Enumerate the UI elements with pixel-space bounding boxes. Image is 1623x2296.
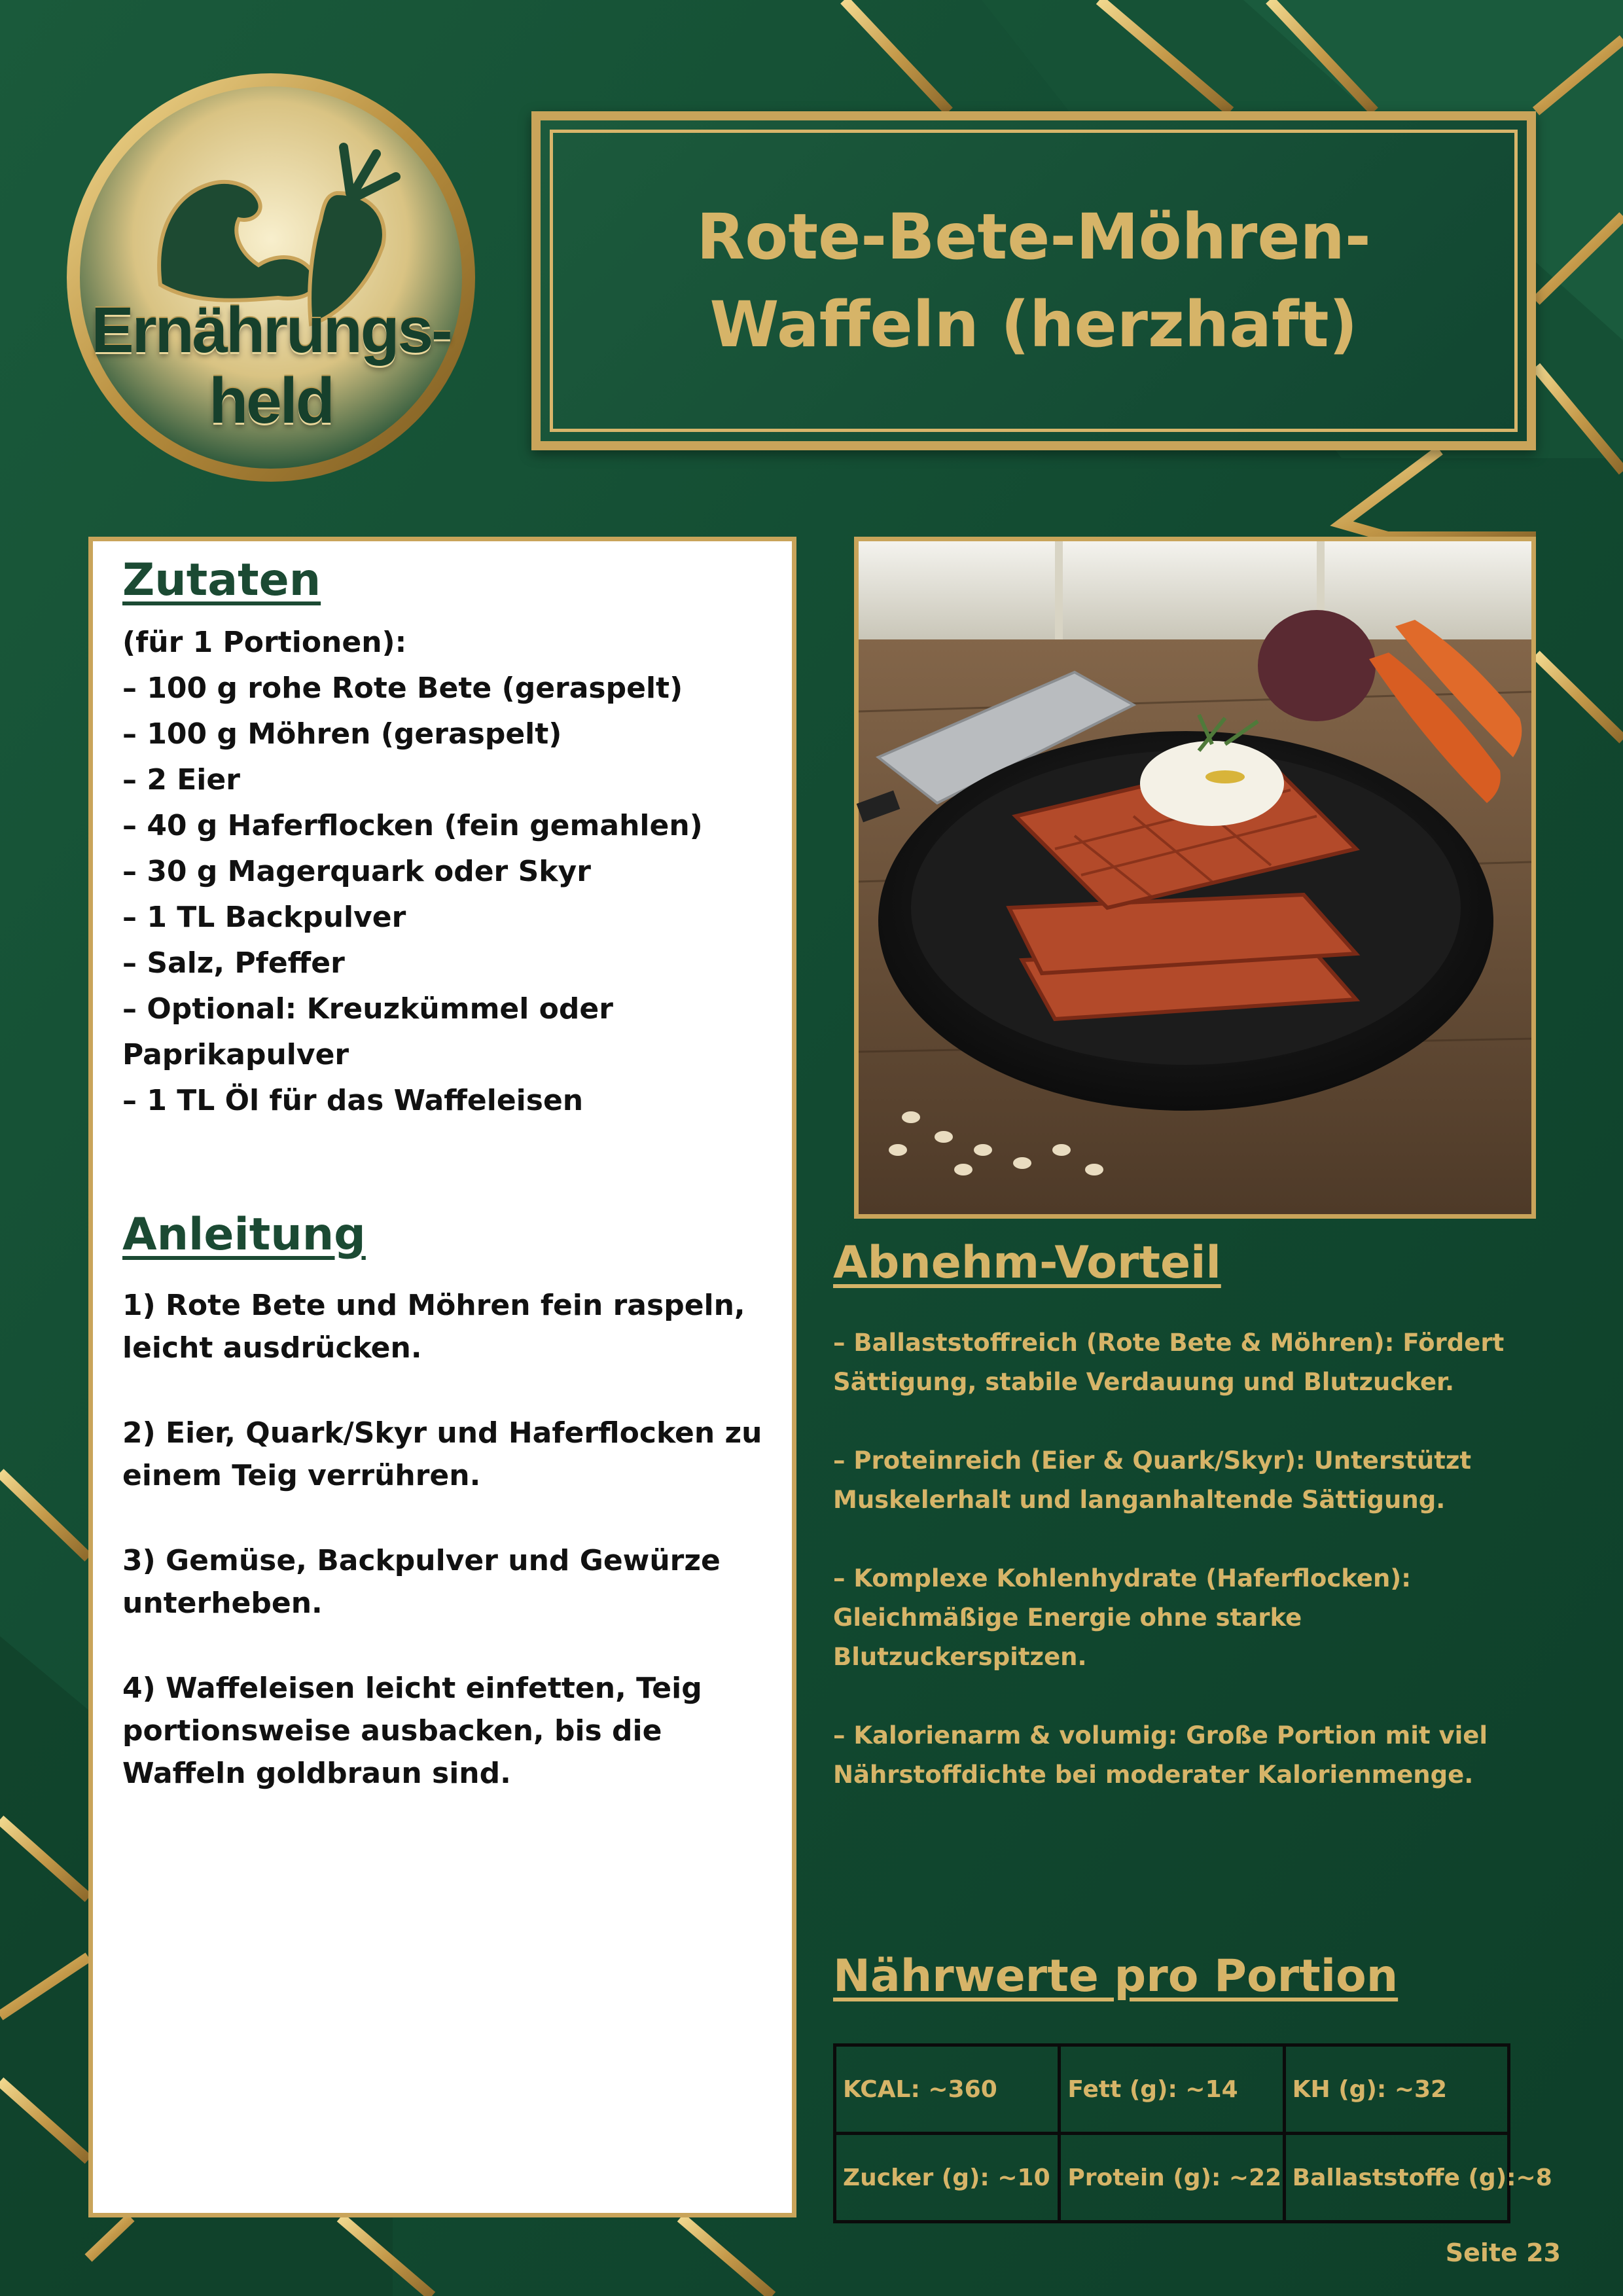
benefit-item: – Komplexe Kohlenhydrate (Haferflocken): Gleichmäßige Energie ohne starke Blutzuckerspitzen.	[833, 1564, 1412, 1671]
recipe-photo	[854, 537, 1536, 1219]
title-inner-border	[550, 130, 1518, 432]
instruction-step: 2) Eier, Quark/Skyr und Haferflocken zu einem Teig verrühren.	[122, 1416, 762, 1492]
nutrition-cell: Ballaststoffe (g):~8	[1284, 2134, 1508, 2222]
ingredients-list	[122, 620, 777, 1124]
nutrition-cell: Zucker (g): ~10	[835, 2134, 1060, 2222]
ingredient-item: (für 1 Portionen):	[122, 626, 407, 659]
instructions-list	[122, 1284, 777, 1837]
ingredient-item: – Salz, Pfeffer	[122, 946, 345, 980]
ingredient-item: – 30 g Magerquark oder Skyr	[122, 855, 591, 888]
nutrition-cell: KCAL: ~360	[835, 2045, 1060, 2134]
recipe-panel	[88, 537, 796, 2217]
ingredient-item: – 2 Eier	[122, 763, 240, 797]
waffle-plate-image	[859, 541, 1531, 1214]
ingredient-item: – 100 g rohe Rote Bete (geraspelt)	[122, 672, 683, 705]
logo-wordmark	[62, 295, 480, 436]
instruction-step: 4) Waffeleisen leicht einfetten, Teig portionsweise ausbacken, bis die Waffeln goldbraun sind.	[122, 1672, 702, 1790]
ingredient-item: – 1 TL Backpulver	[122, 901, 406, 934]
ingredient-item: – 40 g Haferflocken (fein gemahlen)	[122, 809, 703, 842]
nutrition-cell: Protein (g): ~22	[1060, 2134, 1284, 2222]
benefit-item: – Ballaststoffreich (Rote Bete & Möhren): Fördert Sättigung, stabile Verdauung und Blutzucker.	[833, 1329, 1505, 1396]
logo-line-2: held	[209, 365, 333, 437]
nutrition-table	[833, 2043, 1552, 2223]
ingredient-item: – Optional: Kreuzkümmel oder Paprikapulver	[122, 992, 613, 1071]
ingredient-item: – 1 TL Öl für das Waffeleisen	[122, 1084, 584, 1117]
table-row	[835, 2045, 1509, 2134]
nutrition-cell: Fett (g): ~14	[1060, 2045, 1284, 2134]
benefit-item: – Kalorienarm & volumig: Große Portion mit viel Nährstoffdichte bei moderater Kalorienmenge.	[833, 1721, 1488, 1789]
brand-logo	[62, 69, 480, 486]
instruction-step: 3) Gemüse, Backpulver und Gewürze unterheben.	[122, 1544, 721, 1620]
logo-line-1: Ernährungs-	[91, 294, 451, 366]
instructions-heading: Anleitung	[122, 1209, 366, 1261]
page-title: Rote-Bete-Möhren-Waffeln (herzhaft)	[696, 200, 1371, 361]
ingredient-item: – 100 g Möhren (geraspelt)	[122, 717, 562, 751]
ingredients-heading: Zutaten	[122, 554, 321, 606]
page-number: Seite 23	[1445, 2238, 1561, 2267]
title-frame	[531, 111, 1536, 450]
instruction-step: 1) Rote Bete und Möhren fein raspeln, leicht ausdrücken.	[122, 1289, 745, 1365]
nutrition-heading: Nährwerte pro Portion	[833, 1950, 1399, 2002]
benefit-item: – Proteinreich (Eier & Quark/Skyr): Unterstützt Muskelerhalt und langanhaltende Sättigung.	[833, 1446, 1472, 1514]
nutrition-cell: KH (g): ~32	[1284, 2045, 1508, 2134]
table-row	[835, 2134, 1509, 2222]
benefits-list	[833, 1323, 1546, 1834]
benefits-heading: Abnehm-Vorteil	[833, 1237, 1221, 1289]
